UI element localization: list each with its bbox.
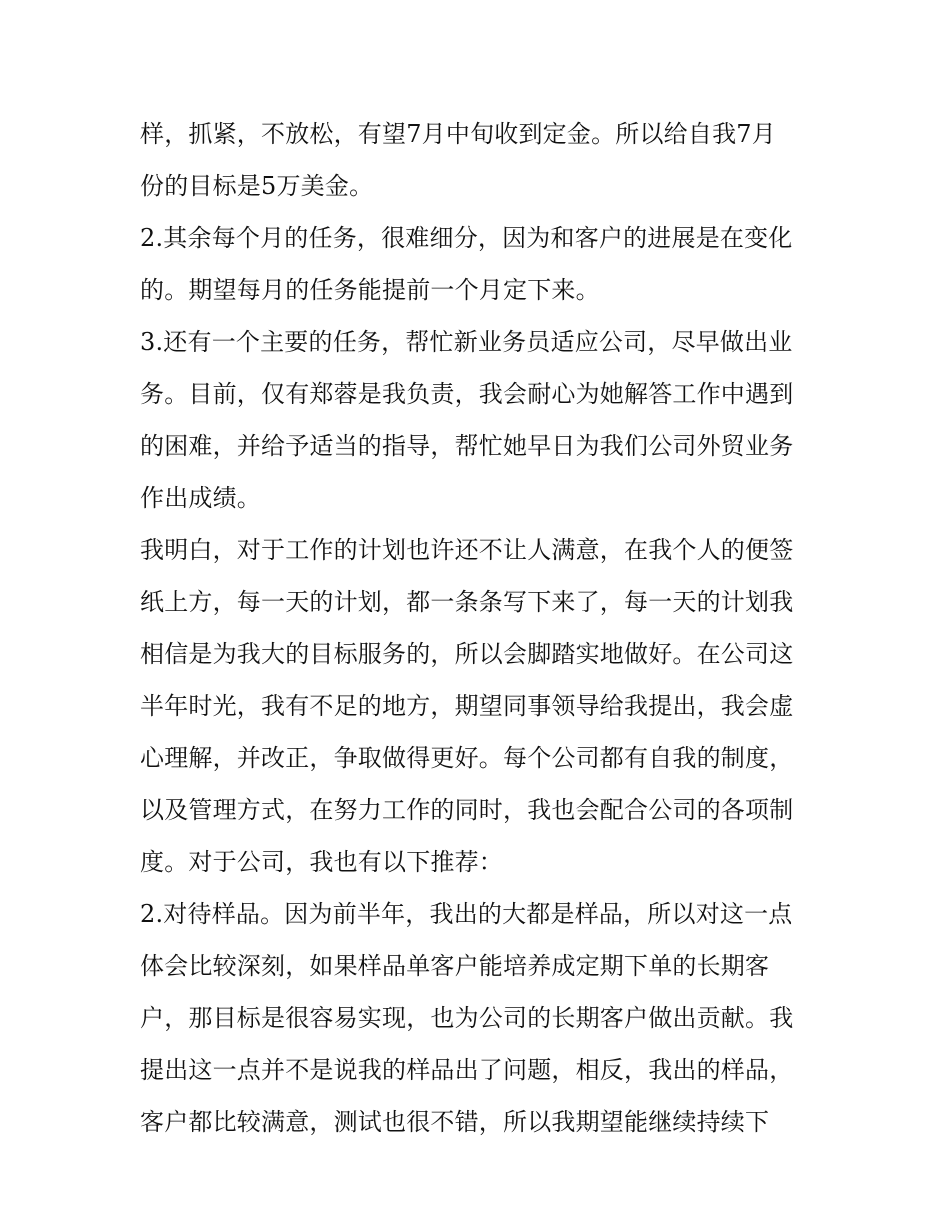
text-line: 3.还有一个主要的任务，帮忙新业务员适应公司，尽早做出业 bbox=[140, 328, 793, 356]
text-line: 的。期望每月的任务能提前一个月定下来。 bbox=[140, 276, 600, 304]
text-line: 提出这一点并不是说我的样品出了问题，相反，我出的样品， bbox=[140, 1056, 794, 1084]
text-line: 客户都比较满意，测试也很不错，所以我期望能继续持续下 bbox=[140, 1108, 770, 1136]
text-line: 心理解，并改正，争取做得更好。每个公司都有自我的制度， bbox=[140, 744, 794, 772]
text-line: 户，那目标是很容易实现，也为公司的长期客户做出贡献。我 bbox=[140, 1004, 794, 1032]
text-line: 样，抓紧，不放松，有望7月中旬收到定金。所以给自我7月 bbox=[140, 120, 776, 148]
text-line: 半年时光，我有不足的地方，期望同事领导给我提出，我会虚 bbox=[140, 692, 794, 720]
text-line: 纸上方，每一天的计划，都一条条写下来了，每一天的计划我 bbox=[140, 588, 794, 616]
document-body bbox=[140, 108, 815, 1148]
text-line: 2.对待样品。因为前半年，我出的大都是样品，所以对这一点 bbox=[140, 900, 793, 928]
text-line: 2.其余每个月的任务，很难细分，因为和客户的进展是在变化 bbox=[140, 224, 793, 252]
text-line: 体会比较深刻，如果样品单客户能培养成定期下单的长期客 bbox=[140, 952, 770, 980]
text-line: 作出成绩。 bbox=[140, 484, 261, 512]
text-line: 的困难，并给予适当的指导，帮忙她早日为我们公司外贸业务 bbox=[140, 432, 794, 460]
text-line: 务。目前，仅有郑蓉是我负责，我会耐心为她解答工作中遇到 bbox=[140, 380, 794, 408]
text-line: 份的目标是5万美金。 bbox=[140, 172, 374, 200]
text-line: 相信是为我大的目标服务的，所以会脚踏实地做好。在公司这 bbox=[140, 640, 794, 668]
text-line: 我明白，对于工作的计划也许还不让人满意，在我个人的便签 bbox=[140, 536, 794, 564]
text-line: 以及管理方式，在努力工作的同时，我也会配合公司的各项制 bbox=[140, 796, 794, 824]
text-line: 度。对于公司，我也有以下推荐： bbox=[140, 848, 503, 876]
